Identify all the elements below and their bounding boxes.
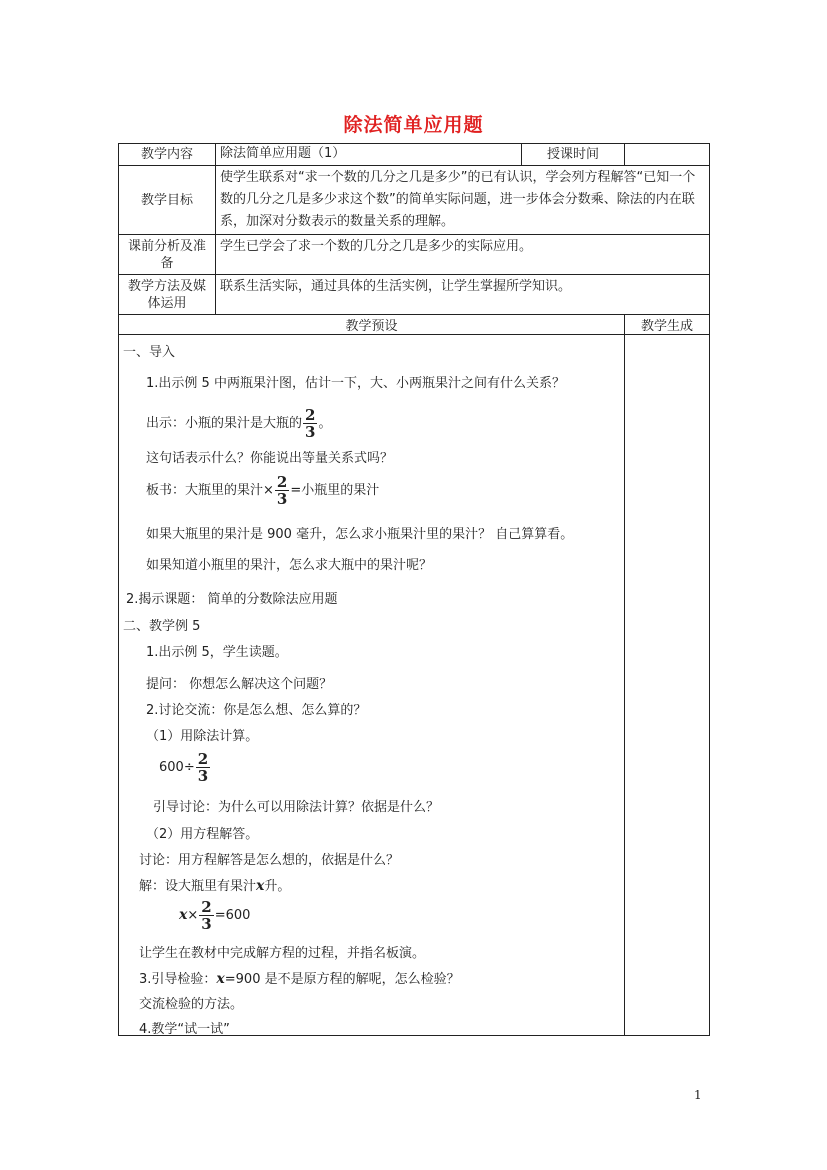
label-methods: 教学方法及媒体运用 bbox=[119, 275, 216, 315]
plan-line: 交流检验的方法。 bbox=[139, 997, 244, 1012]
plan-line: 引导讨论：为什么可以用除法计算？依据是什么？ bbox=[153, 800, 440, 815]
plan-line: 2.揭示课题： 简单的分数除法应用题 bbox=[126, 592, 338, 607]
plan-line: （2）用方程解答。 bbox=[146, 827, 259, 842]
row-preparation bbox=[119, 235, 710, 275]
plan-line: 1.出示例 5，学生读题。 bbox=[146, 645, 288, 660]
plan-line-equation: x× $\frac{2}{3}$ =600 bbox=[179, 898, 251, 933]
teaching-plan-body bbox=[119, 335, 625, 1036]
row-section-headers bbox=[119, 315, 710, 335]
fraction-two-thirds: $\frac{2}{3}$ bbox=[197, 750, 209, 785]
plan-line: （1）用除法计算。 bbox=[146, 729, 259, 744]
plan-line: 讨论：用方程解答是怎么想的，依据是什么？ bbox=[139, 853, 400, 868]
plan-line-let: 解：设大瓶里有果汁x升。 bbox=[139, 878, 291, 894]
plan-line-fraction: 出示：小瓶的果汁是大瓶的 $\frac{2}{3}$ 。 bbox=[146, 406, 332, 441]
lesson-plan-table bbox=[118, 143, 710, 1036]
plan-line: 1.出示例 5 中两瓶果汁图，估计一下，大、小两瓶果汁之间有什么关系？ bbox=[146, 376, 565, 391]
teaching-content-value: 除法简单应用题（1） bbox=[216, 144, 522, 166]
row-content bbox=[119, 144, 710, 166]
label-preparation: 课前分析及准备 bbox=[119, 235, 216, 275]
class-time-value bbox=[625, 144, 710, 166]
plan-line-division: 600÷ $\frac{2}{3}$ bbox=[159, 750, 209, 785]
page-title: 除法简单应用题 bbox=[343, 114, 484, 136]
preparation-value: 学生已学会了求一个数的几分之几是多少的实际应用。 bbox=[216, 235, 710, 275]
label-class-time: 授课时间 bbox=[522, 144, 625, 166]
fraction-two-thirds: $\frac{2}{3}$ bbox=[305, 406, 316, 441]
plan-line: 如果知道小瓶里的果汁，怎么求大瓶中的果汁呢？ bbox=[146, 558, 433, 573]
teaching-outcome-body bbox=[625, 335, 710, 1036]
label-teaching-content: 教学内容 bbox=[119, 144, 216, 166]
row-methods bbox=[119, 275, 710, 315]
fraction-two-thirds: $\frac{2}{3}$ bbox=[201, 898, 212, 933]
section-intro: 一、导入 bbox=[123, 345, 176, 360]
row-body bbox=[119, 335, 710, 1036]
teaching-goals-value: 使学生联系对“求一个数的几分之几是多少”的已有认识，学会列方程解答“已知一个数的几分之几是多少求这个数”的简单实际问题，进一步体会分数乘、除法的内在联系，加深对分数表示的数量关系的理解。 bbox=[216, 166, 710, 235]
fraction-two-thirds: $\frac{2}{3}$ bbox=[276, 473, 288, 508]
page-number: 1 bbox=[694, 1088, 702, 1102]
plan-line-check: 3.引导检验：x=900 是不是原方程的解呢，怎么检验？ bbox=[139, 971, 460, 987]
label-teaching-goals: 教学目标 bbox=[119, 166, 216, 235]
plan-line-board: 板书：大瓶里的果汁× $\frac{2}{3}$ =小瓶里的果汁 bbox=[146, 473, 380, 508]
plan-line: 2.讨论交流：你是怎么想、怎么算的？ bbox=[146, 703, 367, 718]
section-example: 二、教学例 5 bbox=[123, 619, 201, 634]
row-goals bbox=[119, 166, 710, 235]
methods-value: 联系生活实际，通过具体的生活实例，让学生掌握所学知识。 bbox=[216, 275, 710, 315]
plan-line: 提问： 你想怎么解决这个问题？ bbox=[146, 677, 333, 692]
plan-line: 4.教学“试一试” bbox=[139, 1022, 230, 1037]
header-teaching-plan: 教学预设 bbox=[119, 315, 625, 335]
plan-line: 这句话表示什么？你能说出等量关系式吗？ bbox=[146, 451, 394, 466]
header-teaching-outcome: 教学生成 bbox=[625, 315, 710, 335]
plan-line: 让学生在教材中完成解方程的过程，并指名板演。 bbox=[139, 946, 426, 961]
plan-line: 如果大瓶里的果汁是 900 毫升，怎么求小瓶果汁里的果汁？ 自己算算看。 bbox=[146, 527, 574, 542]
